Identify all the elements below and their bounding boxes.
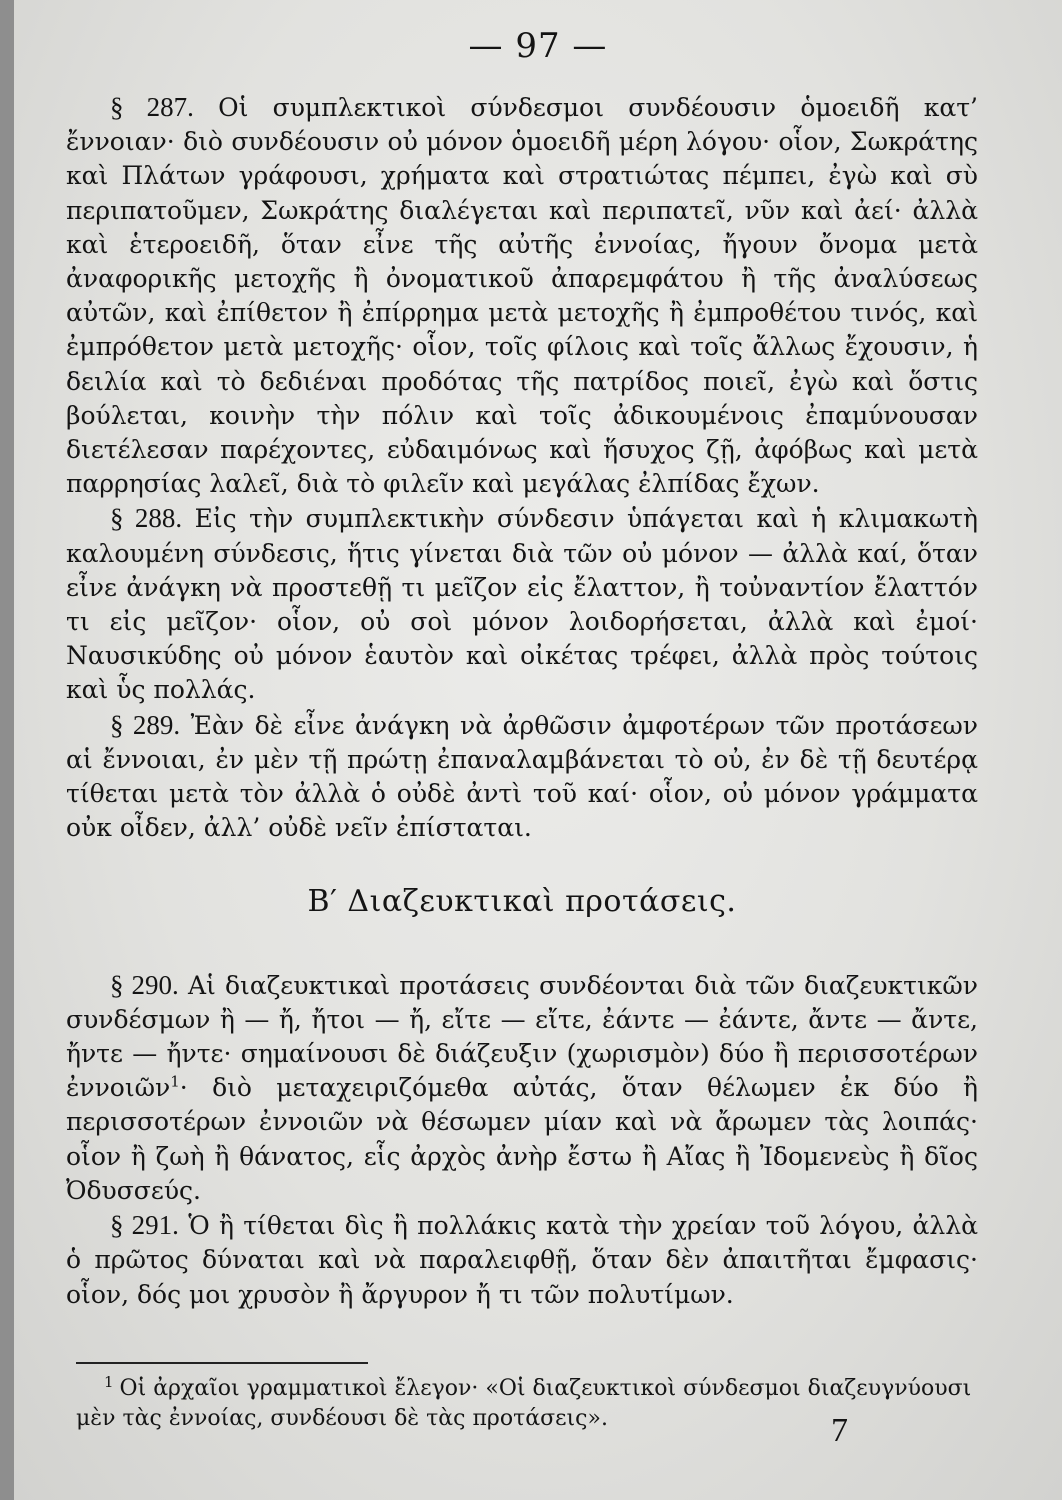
footnote-reference[interactable]: 1	[170, 1072, 180, 1091]
section-290	[66, 968, 978, 1208]
main-text	[66, 90, 978, 1312]
section-text: Ὁ ἢ τίθεται δὶς ἢ πολλάκις κατὰ τὴν χρείαν τοῦ λόγου, ἀλλὰ ὁ πρῶτος δύναται καὶ νὰ παραλειφθῇ, ὅταν δὲν ἀπαιτῆται ἔμφασις· οἷον, δός μοι χρυσὸν ἢ ἄργυρον ἤ τι τῶν πολυτίμων.	[66, 1211, 978, 1309]
section-289	[66, 708, 978, 846]
section-number: § 291.	[110, 1210, 179, 1241]
section-287	[66, 90, 978, 501]
section-text: Αἱ διαζευκτικαὶ προτάσεις συνδέονται διὰ τῶν διαζευκτικῶν συνδέσμων ἢ — ἤ, ἤτοι — ἤ, εἴτε — εἴτε, ἐάντε — ἐάντε, ἄντε — ἄντε, ἤντε — ἤντε· σημαίνουσι δὲ διάζευξιν (χωρισμὸν) δύο ἢ περισσοτέρων ἐννοιῶν	[66, 970, 978, 1103]
section-number: § 289.	[110, 709, 181, 740]
section-text: Ἐὰν δὲ εἶνε ἀνάγκη νὰ ἀρθῶσιν ἀμφοτέρων τῶν προτάσεων αἱ ἔννοιαι, ἐν μὲν τῇ πρώτῃ ἐπαναλαμβάνεται τὸ οὐ, ἐν δὲ τῇ δευτέρᾳ τίθεται μετὰ τὸν ἀλλὰ ὁ οὐδὲ ἀντὶ τοῦ καί· οἷον, οὐ μόνον γράμματα οὐκ οἶδεν, ἀλλ’ οὐδὲ νεῖν ἐπίσταται.	[66, 710, 979, 843]
section-number: § 290.	[110, 969, 179, 1000]
sheet-signature-number: 7	[831, 1412, 848, 1449]
section-text: Εἰς τὴν συμπλεκτικὴν σύνδεσιν ὑπάγεται καὶ ἡ κλιμακωτὴ καλουμένη σύνδεσις, ἥτις γίνεται διὰ τῶν οὐ μόνον — ἀλλὰ καί, ὅταν εἶνε ἀνάγκη νὰ προστεθῇ τι μεῖζον εἰς ἔλαττον, ἢ τοὐναντίον ἔλαττόν τι εἰς μεῖζον· οἷον, οὐ σοὶ μόνον λοιδορήσεται, ἀλλὰ καὶ ἐμοί· Ναυσικύδης οὐ μόνον ἑαυτὸν καὶ οἰκέτας τρέφει, ἀλλὰ πρὸς τούτοις καὶ ὗς πολλάς.	[66, 504, 978, 705]
footnote-divider	[76, 1362, 368, 1364]
section-number: § 287.	[110, 92, 194, 122]
section-text-continued: · διὸ μεταχειριζόμεθα αὐτάς, ὅταν θέλωμεν ἐκ δύο ἢ περισσοτέρων ἐννοιῶν νὰ θέσωμεν μίαν καὶ νὰ ἄρωμεν τὰς λοιπάς· οἷον ἢ ζωὴ ἢ θάνατος, εἷς ἀρχὸς ἀνὴρ ἔστω ἢ Αἴας ἢ Ἰδομενεὺς ἢ δῖος Ὀδυσσεύς.	[66, 1073, 978, 1205]
footnote-text: Οἱ ἀρχαῖοι γραμματικοὶ ἔλεγον· «Οἱ διαζευκτικοὶ σύνδεσμοι διαζευγνύουσι μὲν τὰς ἐννοίας, συνδέουσι δὲ τὰς προτάσεις».	[76, 1376, 972, 1431]
section-291	[66, 1208, 978, 1312]
footnote-mark: 1	[104, 1372, 114, 1391]
section-288	[66, 501, 978, 707]
section-heading: Β′ Διαζευκτικαὶ προτάσεις.	[307, 884, 737, 920]
section-text: Οἱ συμπλεκτικοὶ σύνδεσμοι συνδέουσιν ὁμοειδῆ κατ’ ἔννοιαν· διὸ συνδέουσιν οὐ μόνον ὁμοειδῆ μέρη λόγου· οἷον, Σωκράτης καὶ Πλάτων γράφουσι, χρήματα καὶ στρατιώτας πέμπει, ἐγὼ καὶ σὺ περιπατοῦμεν, Σωκράτης διαλέγεται καὶ περιπατεῖ, νῦν καὶ ἀεί· ἀλλὰ καὶ ἑτεροειδῆ, ὅταν εἶνε τῆς αὐτῆς ἐννοίας, ἤγουν ὄνομα μετὰ ἀναφορικῆς μετοχῆς ἢ ὀνοματικοῦ ἀπαρεμφάτου ἢ τῆς ἀναλύσεως αὐτῶν, καὶ ἐπίθετον ἢ ἐπίρρημα μετὰ μετοχῆς ἢ ἐμπροθέτου τινός, καὶ ἐμπρόθετον μετὰ μετοχῆς· οἷον, τοῖς φίλοις καὶ τοῖς ἄλλως ἔχουσιν, ἡ δειλία καὶ τὸ δεδιέναι προδότας τῆς πατρίδος ποιεῖ, ἐγὼ καὶ ὅστις βούλεται, κοινὴν τὴν πόλιν καὶ τοῖς ἀδικουμένοις ἐπαμύνουσαν διετέλεσαν παρέχοντες, εὐδαιμόνως καὶ ἥσυχος ζῇ, ἀφόβως καὶ μετὰ παρρησίας λαλεῖ, διὰ τὸ φιλεῖν καὶ μεγάλας ἐλπίδας ἔχων.	[66, 93, 978, 499]
section-number: § 288.	[110, 503, 183, 534]
page-number-header: — 97 —	[468, 26, 608, 66]
